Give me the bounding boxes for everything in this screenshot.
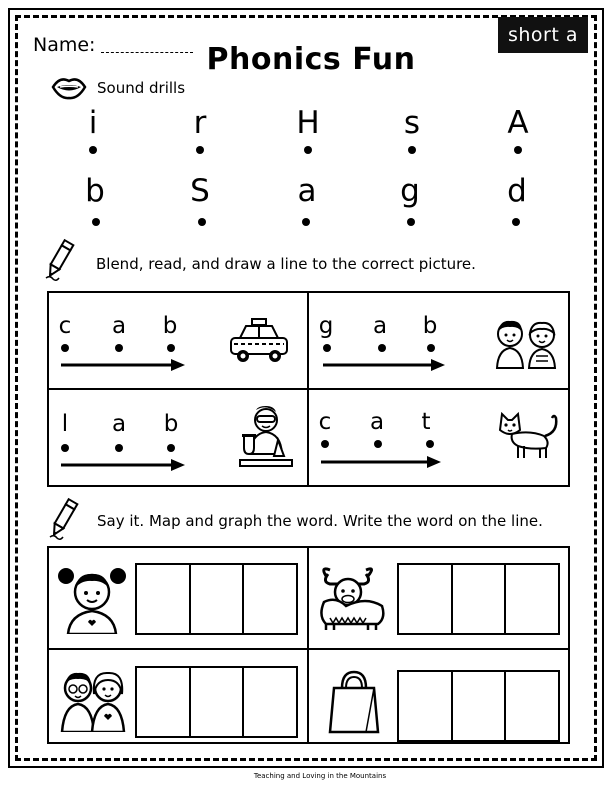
boy-and-girl-icon [56,668,130,732]
drill-letter: s [403,105,421,141]
drill-letter: S [190,173,210,209]
sound-box[interactable] [244,565,296,633]
drill-letter: A [507,105,529,141]
sound-box[interactable] [453,565,507,633]
sound-box[interactable] [453,672,507,740]
sound-box[interactable] [137,565,191,633]
blend-arrow [61,358,185,372]
drill-dot [304,146,312,154]
name-label: Name: [33,34,96,56]
footer-credit: Teaching and Loving in the Mountains [253,772,387,780]
blend-dot[interactable] [374,440,382,448]
page-title: Phonics Fun [206,42,416,77]
grid-divider [307,291,309,487]
sound-boxes[interactable] [135,563,298,635]
blend-dot[interactable] [321,440,329,448]
blend-letter: t [421,409,431,435]
instruction-map: Say it. Map and graph the word. Write the word on the line. [97,512,543,530]
sound-boxes[interactable] [397,670,560,742]
blend-letter: b [422,313,438,339]
blend-dot[interactable] [115,444,123,452]
grid-divider [307,546,309,744]
two-kids-talking-icon [492,316,562,370]
cat-icon [496,406,562,462]
drill-dot [92,218,100,226]
blend-letter: a [111,313,127,339]
blend-dot[interactable] [323,344,331,352]
drill-letter: H [296,105,320,141]
scientist-lab-icon [238,404,294,470]
blend-letter: b [163,411,179,437]
drill-dot [512,218,520,226]
blend-letter: a [369,409,385,435]
drill-letter: a [297,173,317,209]
sound-box[interactable] [506,672,558,740]
sound-box[interactable] [399,565,453,633]
drill-dot [196,146,204,154]
drill-letter: i [88,105,98,141]
drill-letter: g [400,173,420,209]
blend-letter: c [318,409,332,435]
sound-box[interactable] [506,565,558,633]
blend-dot[interactable] [167,444,175,452]
blend-letter: a [372,313,388,339]
taxi-cab-icon [228,316,290,366]
drill-dot [408,146,416,154]
shopping-bag-icon [326,668,382,734]
sound-box[interactable] [399,672,453,740]
blend-letter: l [61,411,69,437]
drill-letter: d [507,173,527,209]
instruction-blend: Blend, read, and draw a line to the correct picture. [96,255,476,273]
blend-arrow [323,358,445,372]
drill-letter: b [85,173,105,209]
blend-arrow [321,455,441,469]
sound-drills-label: Sound drills [97,79,186,97]
sound-box[interactable] [191,668,245,736]
sound-boxes[interactable] [397,563,560,635]
blend-arrow [61,458,185,472]
blend-dot[interactable] [167,344,175,352]
pencil-icon [42,238,76,282]
drill-dot [198,218,206,226]
blend-dot[interactable] [61,444,69,452]
blend-letter: g [318,313,334,339]
drill-dot [302,218,310,226]
sound-box[interactable] [191,565,245,633]
blend-dot[interactable] [115,344,123,352]
sound-boxes[interactable] [135,666,298,738]
name-write-line[interactable] [101,52,193,53]
blend-letter: a [111,411,127,437]
drill-dot [514,146,522,154]
pencil-icon [46,497,80,541]
blend-dot[interactable] [427,344,435,352]
blend-dot[interactable] [61,344,69,352]
girl-icon [56,564,128,634]
drill-dot [89,146,97,154]
yak-icon [316,566,390,632]
sound-box[interactable] [137,668,191,736]
blend-letter: c [58,313,72,339]
blend-dot[interactable] [426,440,434,448]
blend-dot[interactable] [378,344,386,352]
short-a-tag: short a [498,17,588,53]
drill-letter: r [193,105,207,141]
drill-dot [407,218,415,226]
blend-letter: b [162,313,178,339]
sound-box[interactable] [244,668,296,736]
mouth-icon [51,74,87,100]
